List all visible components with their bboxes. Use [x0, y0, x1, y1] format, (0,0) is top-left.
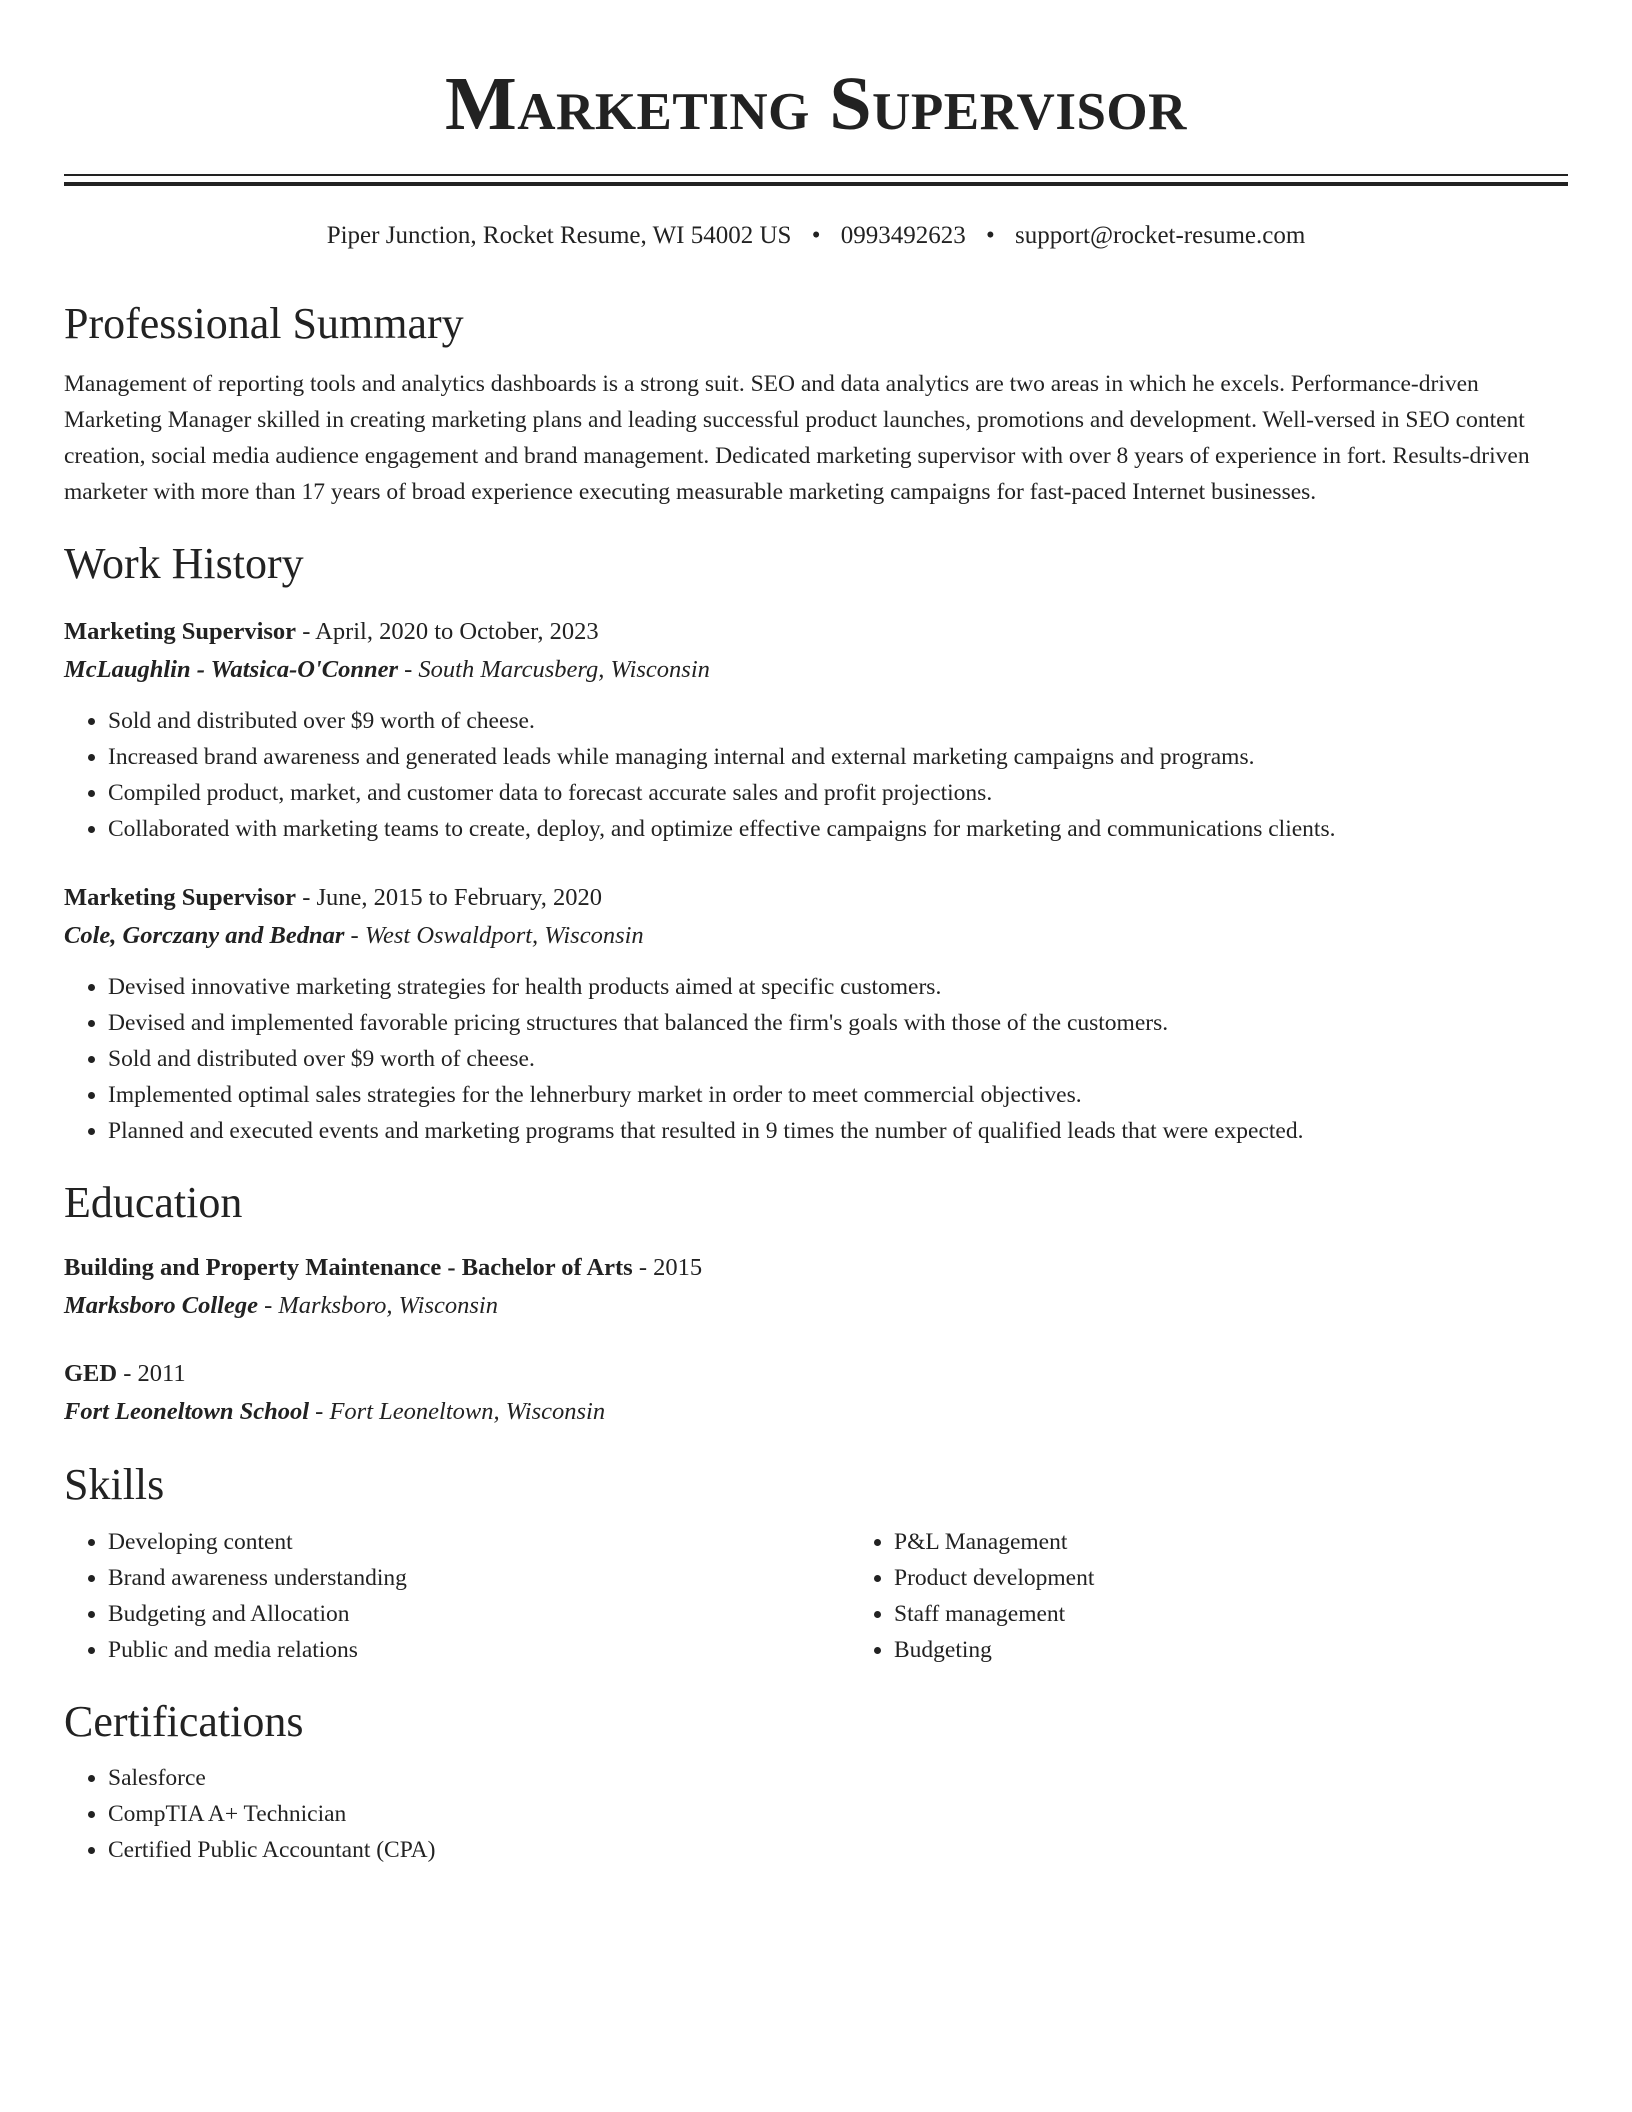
skills-list-left [64, 1524, 850, 1668]
education-school: Fort Leoneltown School [64, 1398, 310, 1426]
job-company: McLaughlin - Watsica-O'Conner [64, 655, 398, 683]
certifications-heading: Certifications [64, 1696, 304, 1746]
work-history-heading: Work History [64, 539, 304, 589]
list-item: • Salesforce [108, 1760, 1568, 1796]
skills-heading: Skills [64, 1460, 165, 1510]
job-title: Marketing Supervisor [64, 883, 297, 911]
resume-name: Marketing Supervisor [445, 62, 1187, 146]
contact-address: Piper Junction, Rocket Resume, WI 54002 US [326, 222, 792, 249]
certifications-section [64, 1698, 1568, 1868]
list-item: • Collaborated with marketing teams to create, deploy, and optimize effective campaigns for marketing and communications clients. [108, 811, 1568, 847]
job-title: Marketing Supervisor [64, 617, 297, 645]
list-item: • Implemented optimal sales strategies for the lehnerbury market in order to meet commercial objectives. [108, 1077, 1568, 1113]
contact-line [64, 220, 1568, 252]
education-location: - Marksboro, Wisconsin [257, 1292, 498, 1320]
education-location: - Fort Leoneltown, Wisconsin [309, 1398, 606, 1426]
list-item: • Certified Public Accountant (CPA) [108, 1832, 1568, 1868]
header-rule-thick [64, 182, 1568, 186]
education-degree-line [64, 1355, 1568, 1393]
job-company-line [64, 917, 1568, 955]
summary-text: Management of reporting tools and analytics dashboards is a strong suit. SEO and data analytics are two areas in which he excels. Performance-driven Marketing Manager skilled in creating marketing plans and leading successful product launches, promotions and development. Well-versed in SEO content creation, social media audience engagement and brand management. Dedicated marketing supervisor with over 8 years of experience in fort. Results-driven marketer with more than 17 years of broad experience executing measurable marketing campaigns for fast-paced Internet businesses. [64, 371, 1530, 506]
header-rule-thin [64, 174, 1568, 176]
education-entry [64, 1249, 1568, 1325]
job-location: - South Marcusberg, Wisconsin [397, 655, 710, 683]
work-history-section [64, 540, 1568, 1148]
education-year: - 2015 [632, 1254, 703, 1282]
education-heading: Education [64, 1177, 243, 1227]
education-year: - 2011 [117, 1360, 186, 1388]
list-item: • CompTIA A+ Technician [108, 1796, 1568, 1832]
certifications-list [64, 1760, 1568, 1868]
list-item: • Budgeting [894, 1632, 1094, 1668]
list-item: • Devised innovative marketing strategies for health products aimed at specific customers. [108, 969, 1568, 1005]
job-dates: - April, 2020 to October, 2023 [296, 617, 599, 645]
education-entry [64, 1355, 1568, 1431]
job-entry [64, 613, 1568, 847]
job-company-line [64, 651, 1568, 689]
contact-email: support@rocket-resume.com [1015, 222, 1306, 249]
summary-heading: Professional Summary [64, 299, 464, 348]
list-item: • Public and media relations [108, 1632, 850, 1668]
contact-phone: 0993492623 [840, 222, 966, 249]
job-dates: - June, 2015 to February, 2020 [296, 883, 603, 911]
job-bullets [64, 969, 1568, 1149]
contact-separator: • [811, 222, 821, 249]
list-item: • Sold and distributed over $9 worth of cheese. [108, 1041, 1568, 1077]
list-item: • Planned and executed events and marketing programs that resulted in 9 times the number of qualified leads that were expected. [108, 1113, 1568, 1149]
list-item: • Compiled product, market, and customer data to forecast accurate sales and profit projections. [108, 775, 1568, 811]
list-item: • Devised and implemented favorable pricing structures that balanced the firm's goals with those of the customers. [108, 1005, 1568, 1041]
education-degree: Building and Property Maintenance - Bachelor of Arts [64, 1254, 633, 1282]
list-item: • Staff management [894, 1596, 1094, 1632]
job-location: - West Oswaldport, Wisconsin [344, 921, 644, 949]
job-entry [64, 879, 1568, 1149]
summary-section [64, 300, 1568, 510]
education-degree: GED [64, 1360, 118, 1388]
education-school-line [64, 1393, 1568, 1431]
list-item: • Increased brand awareness and generated leads while managing internal and external marketing campaigns and programs. [108, 739, 1568, 775]
list-item: • Product development [894, 1560, 1094, 1596]
list-item: • Sold and distributed over $9 worth of cheese. [108, 703, 1568, 739]
education-school: Marksboro College [64, 1292, 258, 1320]
list-item: • P&L Management [894, 1524, 1094, 1560]
skills-list-right [850, 1524, 1094, 1668]
list-item: • Budgeting and Allocation [108, 1596, 850, 1632]
education-section [64, 1179, 1568, 1431]
education-school-line [64, 1287, 1568, 1325]
list-item: • Brand awareness understanding [108, 1560, 850, 1596]
job-company: Cole, Gorczany and Bednar [64, 921, 345, 949]
education-degree-line [64, 1249, 1568, 1287]
list-item: • Developing content [108, 1524, 850, 1560]
contact-separator: • [985, 222, 995, 249]
job-title-line [64, 879, 1568, 917]
skills-columns [64, 1524, 1568, 1668]
job-title-line [64, 613, 1568, 651]
skills-section [64, 1461, 1568, 1667]
job-bullets [64, 703, 1568, 847]
